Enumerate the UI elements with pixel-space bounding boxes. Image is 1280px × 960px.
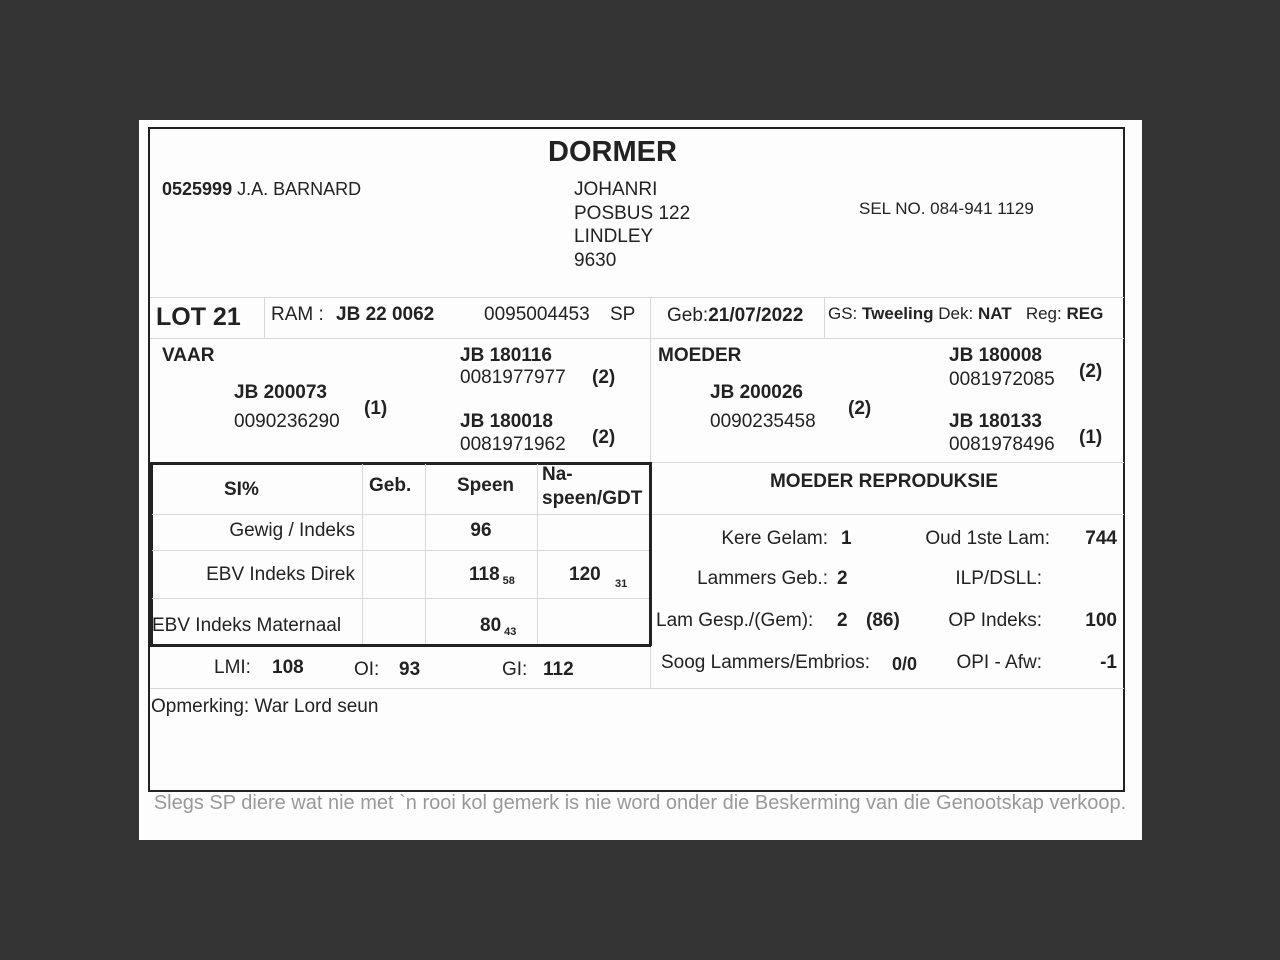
lot-number: LOT 21: [156, 303, 241, 331]
si-header-geb: Geb.: [369, 475, 412, 496]
gs-value: Tweeling: [862, 304, 934, 323]
sire-count: (1): [364, 398, 388, 419]
ram-grade: SP: [610, 304, 636, 325]
gesp-label: Lam Gesp./(Gem):: [656, 610, 814, 631]
divider-lot-bottom: [150, 338, 1124, 339]
oud-value: 744: [1085, 528, 1117, 549]
dek-value: NAT: [977, 304, 1012, 323]
divider-lot-v3: [824, 297, 825, 338]
si-row-2-speen: [469, 564, 515, 587]
dek-label: Dek:: [938, 304, 974, 323]
oud-label: Oud 1ste Lam:: [925, 528, 1050, 549]
dam-sire-id: JB 180008: [949, 345, 1042, 366]
lammers-label: Lammers Geb.:: [697, 568, 828, 589]
birth-date: [667, 305, 803, 327]
sire-sire-id: JB 180116: [460, 345, 552, 366]
si-row-line-1: [152, 514, 649, 515]
sire-dam-id: JB 180018: [460, 411, 553, 432]
dam-id: JB 200026: [710, 382, 803, 403]
si-row-line-3: [152, 598, 649, 599]
si-col-line-2: [425, 464, 426, 644]
address-line-2: POSBUS 122: [574, 202, 691, 224]
soog-label: Soog Lammers/Embrios:: [661, 652, 871, 673]
remarks-text: War Lord seun: [254, 696, 379, 717]
birth-label: Geb:: [667, 305, 709, 326]
si-header-naspeen: speen/GDT: [542, 488, 643, 509]
ram-label: RAM :: [271, 304, 324, 325]
gesp-value: 2: [837, 610, 848, 631]
si-row-2-na: 120: [569, 564, 601, 585]
opi-value: -1: [1100, 652, 1117, 673]
sire-dam-number: 0081971962: [460, 434, 566, 455]
breeder-name: J.A. BARNARD: [237, 179, 362, 199]
breed-title: DORMER: [548, 136, 677, 168]
sire-number: 0090236290: [234, 411, 340, 432]
address-line-3: LINDLEY: [574, 226, 654, 247]
repro-top-line: [652, 462, 1124, 463]
sire-sire-number: 0081977977: [460, 367, 566, 388]
si-col-line-1: [362, 464, 363, 644]
si-row-3-speen-accuracy: 43: [504, 626, 517, 638]
lmi-label: LMI:: [214, 657, 251, 678]
birth-value: 21/07/2022: [708, 305, 804, 326]
kere-value: 1: [841, 528, 852, 549]
op-label: OP Indeks:: [948, 610, 1042, 631]
si-header-label: SI%: [224, 479, 259, 500]
oi-value: 93: [399, 659, 421, 680]
si-row-2-speen-value: 118: [469, 564, 500, 585]
si-row-2-label: EBV Indeks Direk: [206, 564, 355, 585]
address-block: [574, 178, 690, 272]
si-row-3-speen: [480, 615, 516, 638]
remarks-label: Opmerking:: [151, 696, 250, 717]
dam-label: MOEDER: [658, 345, 742, 366]
opi-label: OPI - Afw:: [956, 652, 1042, 673]
gi-label: GI:: [502, 659, 528, 680]
dam-dam-id: JB 180133: [949, 411, 1042, 432]
breeder: [162, 179, 361, 200]
lmi-value: 108: [272, 657, 304, 678]
repro-title: MOEDER REPRODUKSIE: [769, 471, 999, 492]
sire-dam-count: (2): [592, 427, 616, 448]
ram-reg-number: 0095004453: [484, 304, 590, 325]
lammers-value: 2: [837, 568, 848, 589]
breeder-code: 0525999: [162, 179, 233, 199]
si-row-3-speen-value: 80: [480, 615, 502, 636]
footnote-disclaimer: Slegs SP diere wat nie met `n rooi kol gemerk is nie word onder die Beskerming van die Genootskap verkoop.: [153, 792, 1127, 814]
gi-value: 112: [543, 659, 574, 680]
gem-value: (86): [866, 610, 900, 631]
oi-label: OI:: [354, 659, 380, 680]
address-line-1: JOHANRI: [574, 179, 658, 200]
si-table-bottom-border: [150, 644, 651, 647]
reg-value: REG: [1066, 304, 1104, 323]
si-col-line-3: [537, 464, 538, 644]
divider-lot-v1: [264, 297, 265, 338]
remarks: [151, 696, 378, 718]
repro-title-line: [652, 514, 1124, 515]
gs-dek-reg: [828, 304, 1103, 324]
si-row-1-speen: 96: [470, 520, 492, 541]
sire-label: VAAR: [162, 345, 215, 366]
si-row-2-na-accuracy: 31: [615, 578, 628, 590]
si-header-na: Na-: [542, 464, 573, 485]
op-value: 100: [1085, 610, 1117, 631]
dam-dam-number: 0081978496: [949, 434, 1055, 455]
si-header-speen: Speen: [457, 475, 515, 496]
gs-label: GS:: [828, 304, 858, 323]
phone-number: SEL NO. 084-941 1129: [859, 199, 1034, 218]
reg-label: Reg:: [1025, 304, 1062, 323]
address-line-4: 9630: [574, 249, 617, 271]
ram-id: JB 22 0062: [336, 304, 435, 325]
si-row-2-speen-accuracy: 58: [502, 575, 515, 587]
divider-index-bottom: [150, 688, 1124, 689]
dam-dam-count: (1): [1079, 427, 1103, 448]
si-row-1-label: Gewig / Indeks: [229, 520, 355, 541]
kere-label: Kere Gelam:: [721, 528, 828, 549]
sire-id: JB 200073: [234, 382, 327, 403]
si-row-line-2: [152, 550, 649, 551]
si-row-3-label: EBV Indeks Maternaal: [152, 615, 342, 636]
dam-sire-number: 0081972085: [949, 369, 1055, 390]
soog-value: 0/0: [892, 654, 918, 674]
dam-number: 0090235458: [710, 411, 816, 432]
dam-sire-count: (2): [1079, 361, 1103, 382]
sire-sire-count: (2): [592, 367, 616, 388]
ilp-label: ILP/DSLL:: [955, 568, 1042, 589]
dam-count: (2): [848, 398, 872, 419]
si-table-top-border: [150, 462, 651, 465]
divider-lot-top: [150, 297, 1124, 298]
